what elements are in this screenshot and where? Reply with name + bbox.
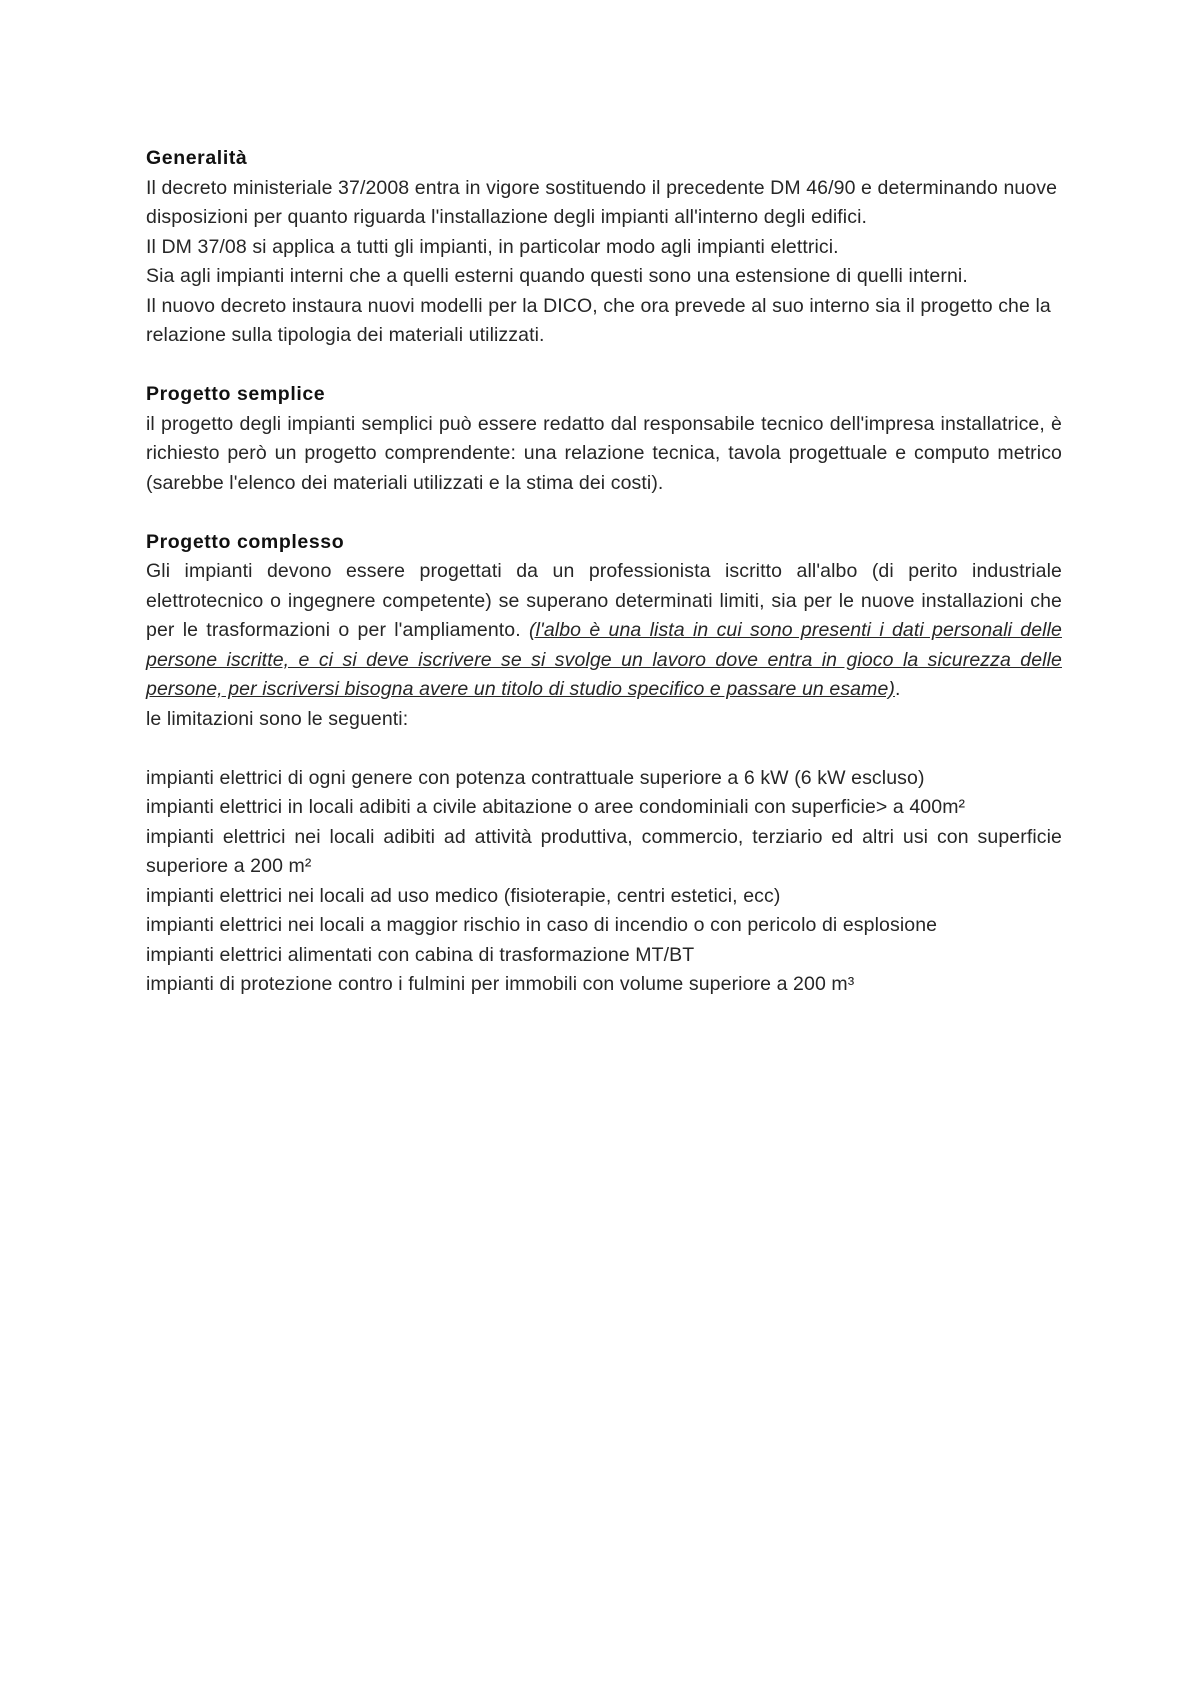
spacer: [146, 498, 1062, 528]
paragraph: Il nuovo decreto instaura nuovi modelli per la DICO, che ora prevede al suo interno sia il progetto che la relazione sulla tipologia dei materiali utilizzati.: [146, 294, 1051, 346]
paragraph: Il DM 37/08 si applica a tutti gli impianti, in particolar modo agli impianti elettrici.: [146, 235, 839, 258]
limits-list: [146, 764, 1062, 1000]
section-heading-progetto-semplice: Progetto semplice: [146, 383, 326, 405]
albo-note: (l'albo è una lista in cui sono presenti i dati personali delle persone iscritte, e ci si deve iscrivere se si svolge un lavoro dove entra in gioco la sicurezza delle persone, per iscriversi bisogna avere un titolo di studio specifico e passare un esame): [146, 619, 1062, 700]
list-item: impianti di protezione contro i fulmini per immobili con volume superiore a 200 m³: [146, 973, 855, 995]
spacer: [146, 351, 1062, 381]
list-item: impianti elettrici nei locali ad uso medico (fisioterapie, centri estetici, ecc): [146, 884, 781, 907]
limits-intro: le limitazioni sono le seguenti:: [146, 707, 409, 730]
paragraph: Sia agli impianti interni che a quelli esterni quando questi sono una estensione di quelli interni.: [146, 265, 968, 287]
document-page: [146, 144, 1062, 1000]
note-end: .: [895, 678, 901, 700]
spacer: [146, 734, 1062, 764]
paragraph: Il decreto ministeriale 37/2008 entra in vigore sostituendo il precedente DM 46/90 e determinando nuove disposizioni per quanto riguarda l'installazione degli impianti all'interno degli edifici.: [146, 176, 1058, 228]
list-item: impianti elettrici nei locali adibiti ad attività produttiva, commercio, terziario ed altri usi con superficie superiore a 200 m²: [146, 825, 1062, 877]
list-item: impianti elettrici in locali adibiti a civile abitazione o aree condominiali con superficie> a 400m²: [146, 796, 966, 818]
list-item: impianti elettrici nei locali a maggior rischio in caso di incendio o con pericolo di esplosione: [146, 914, 938, 936]
paragraph: [146, 557, 1062, 705]
list-item: impianti elettrici di ogni genere con potenza contrattuale superiore a 6 kW (6 kW escluso): [146, 766, 925, 789]
list-item: impianti elettrici alimentati con cabina di trasformazione MT/BT: [146, 943, 695, 966]
paragraph-text: Gli impianti devono essere progettati da un professionista iscritto all'albo (di perito industriale elettrotecnico o ingegnere competente) se superano determinati limiti, sia per le nuove installazioni che per le trasformazioni o per l'ampliamento.: [146, 560, 1062, 641]
paragraph: il progetto degli impianti semplici può essere redatto dal responsabile tecnico dell'impresa installatrice, è richiesto però un progetto comprendente: una relazione tecnica, tavola progettuale e computo metrico (sarebbe l'elenco dei materiali utilizzati e la stima dei costi).: [146, 412, 1062, 494]
section-heading-generalita: Generalità: [146, 147, 248, 169]
section-heading-progetto-complesso: Progetto complesso: [146, 530, 345, 553]
